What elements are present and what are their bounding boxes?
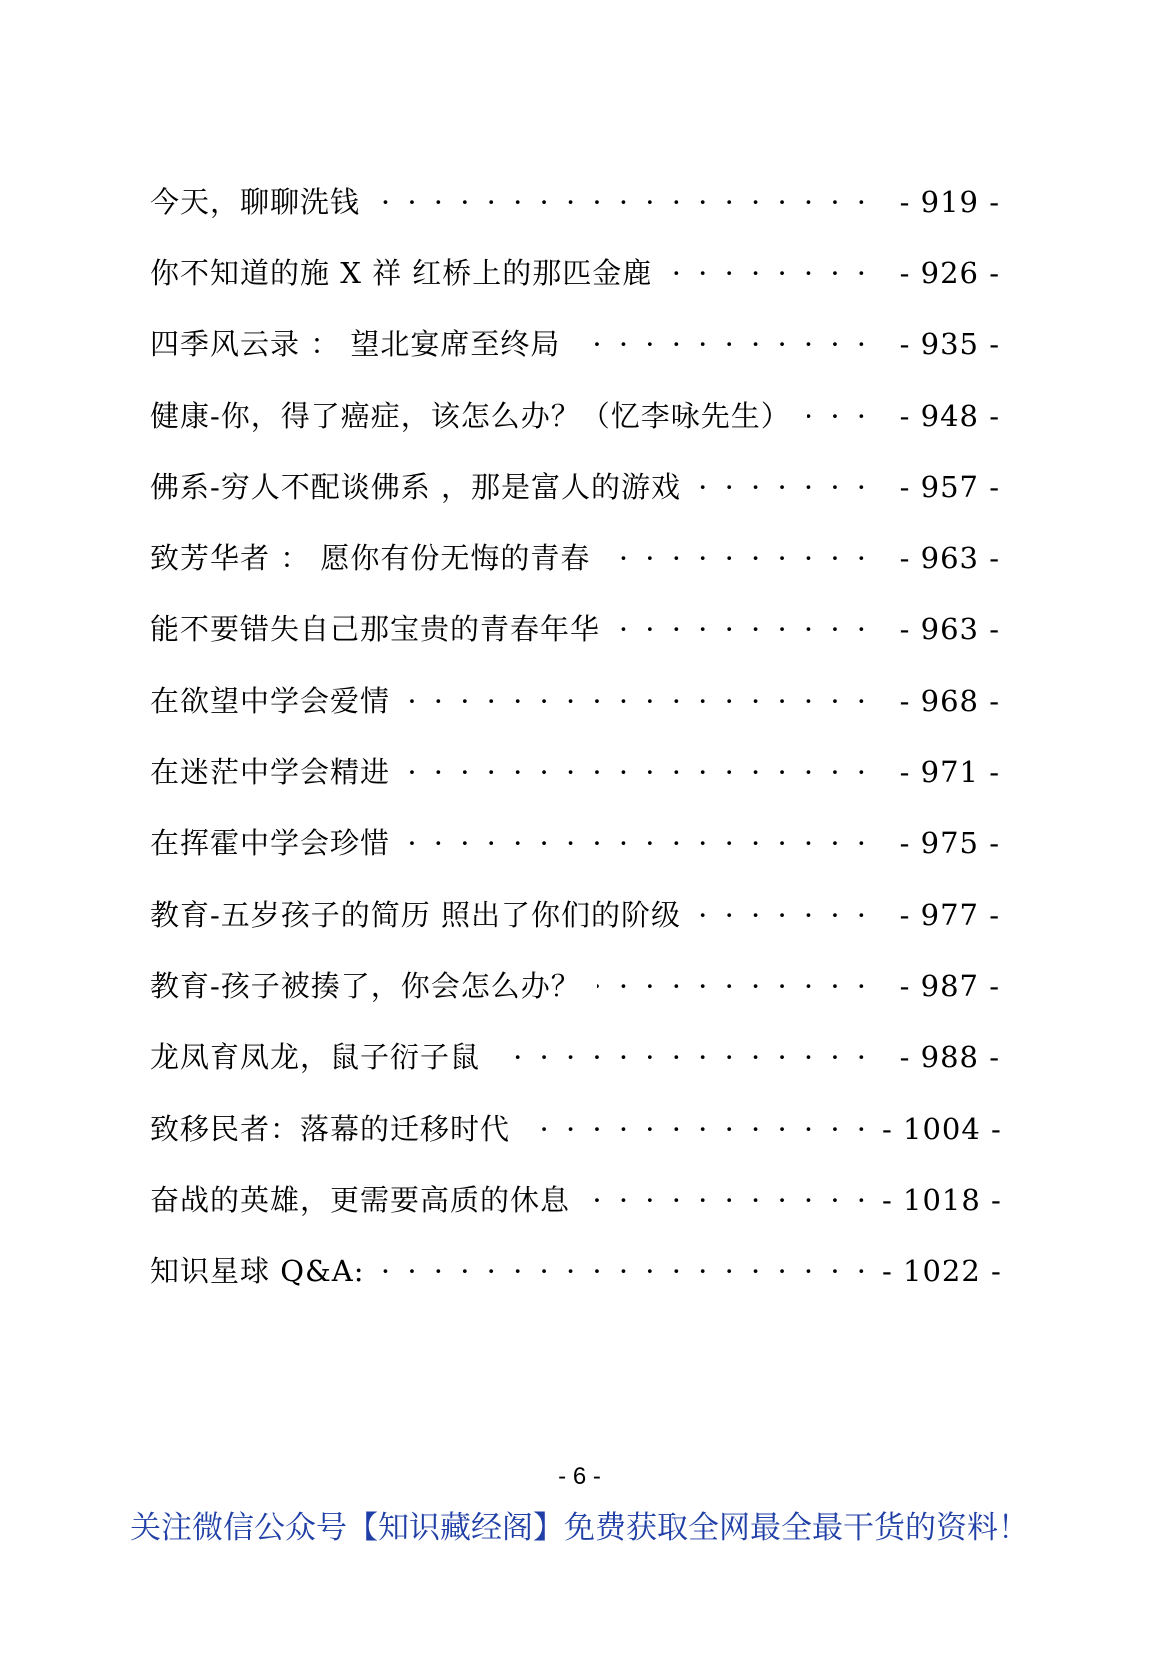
toc-entry[interactable] — [150, 309, 1000, 380]
toc-entry[interactable] — [150, 380, 1000, 451]
toc-dot-leader — [376, 174, 870, 230]
toc-entry-page: - 935 - — [899, 327, 1000, 362]
toc-entry-page: - 1022 - — [882, 1254, 1002, 1289]
toc-entry[interactable] — [150, 1093, 1000, 1164]
toc-entry[interactable] — [150, 451, 1000, 522]
toc-entry[interactable] — [150, 166, 1000, 237]
toc-entry-title: 在迷茫中学会精进 — [150, 755, 391, 790]
footer-banner: 关注微信公众号【知识藏经阁】免费获取全网最全最干货的资料！ — [130, 1510, 1029, 1546]
table-of-contents — [150, 166, 1000, 1307]
toc-entry[interactable] — [150, 522, 1000, 593]
toc-entry-title: 致芳华者 ： 愿你有份无悔的青春 — [150, 541, 591, 576]
toc-dot-leader — [586, 1172, 870, 1228]
toc-entry-title: 你不知道的施 X 祥 红桥上的那匹金鹿 — [150, 255, 653, 290]
toc-entry-page: - 957 - — [899, 469, 1000, 504]
toc-entry-page: - 948 - — [899, 398, 1000, 433]
toc-entry-title: 在欲望中学会爱情 — [150, 683, 391, 718]
toc-entry-page: - 968 - — [899, 683, 1000, 718]
toc-entry-page: - 977 - — [899, 897, 1000, 932]
toc-entry-title: 健康-你，得了癌症，该怎么办？（忆李咏先生） — [150, 398, 791, 433]
toc-entry-title: 佛系-穷人不配谈佛系 ，那是富人的游戏 — [150, 469, 682, 504]
toc-entry-page: - 988 - — [899, 1040, 1000, 1075]
toc-entry-title: 龙凤育凤龙，鼠子衍子鼠 — [150, 1040, 481, 1075]
toc-entry-page: - 987 - — [899, 968, 1000, 1003]
toc-dot-leader — [406, 673, 870, 729]
toc-dot-leader — [496, 1029, 870, 1085]
toc-dot-leader — [576, 316, 870, 372]
toc-dot-leader — [526, 1101, 870, 1157]
toc-entry-page: - 926 - — [899, 255, 1000, 290]
toc-entry-page: - 919 - — [899, 184, 1000, 219]
toc-entry[interactable] — [150, 594, 1000, 665]
toc-entry-title: 今天，聊聊洗钱 — [150, 184, 361, 219]
toc-dot-leader — [381, 1243, 870, 1299]
toc-entry-title: 知识星球 Q&A: — [150, 1254, 365, 1289]
toc-dot-leader — [807, 388, 870, 444]
toc-entry[interactable] — [150, 1235, 1000, 1306]
toc-entry-page: - 963 - — [899, 612, 1000, 647]
toc-entry[interactable] — [150, 808, 1000, 879]
toc-dot-leader — [668, 245, 870, 301]
toc-entry[interactable] — [150, 736, 1000, 807]
toc-entry[interactable] — [150, 879, 1000, 950]
toc-dot-leader — [697, 887, 870, 943]
toc-entry-page: - 1018 - — [882, 1182, 1002, 1217]
toc-entry-title: 四季风云录 ： 望北宴席至终局 — [150, 327, 561, 362]
toc-entry-title: 教育-五岁孩子的简历 照出了你们的阶级 — [150, 897, 682, 932]
toc-entry-title: 能不要错失自己那宝贵的青春年华 — [150, 612, 601, 647]
toc-entry-page: - 1004 - — [882, 1111, 1002, 1146]
toc-entry-page: - 971 - — [899, 755, 1000, 790]
toc-entry[interactable] — [150, 950, 1000, 1021]
toc-entry-title: 在挥霍中学会珍惜 — [150, 826, 391, 861]
toc-entry[interactable] — [150, 1164, 1000, 1235]
page-number: - 6 - — [558, 1463, 601, 1490]
toc-entry-title: 致移民者：落幕的迁移时代 — [150, 1111, 511, 1146]
toc-dot-leader — [606, 530, 870, 586]
toc-dot-leader — [406, 744, 870, 800]
toc-entry[interactable] — [150, 665, 1000, 736]
toc-entry-page: - 963 - — [899, 541, 1000, 576]
toc-entry-page: - 975 - — [899, 826, 1000, 861]
toc-dot-leader — [616, 601, 870, 657]
toc-entry-title: 奋战的英雄，更需要高质的休息 — [150, 1182, 571, 1217]
toc-dot-leader — [406, 815, 870, 871]
toc-dot-leader — [697, 459, 870, 515]
toc-entry[interactable] — [150, 1022, 1000, 1093]
toc-entry[interactable] — [150, 237, 1000, 308]
toc-entry-title: 教育-孩子被揍了，你会怎么办？ — [150, 968, 581, 1003]
toc-dot-leader — [597, 958, 870, 1014]
